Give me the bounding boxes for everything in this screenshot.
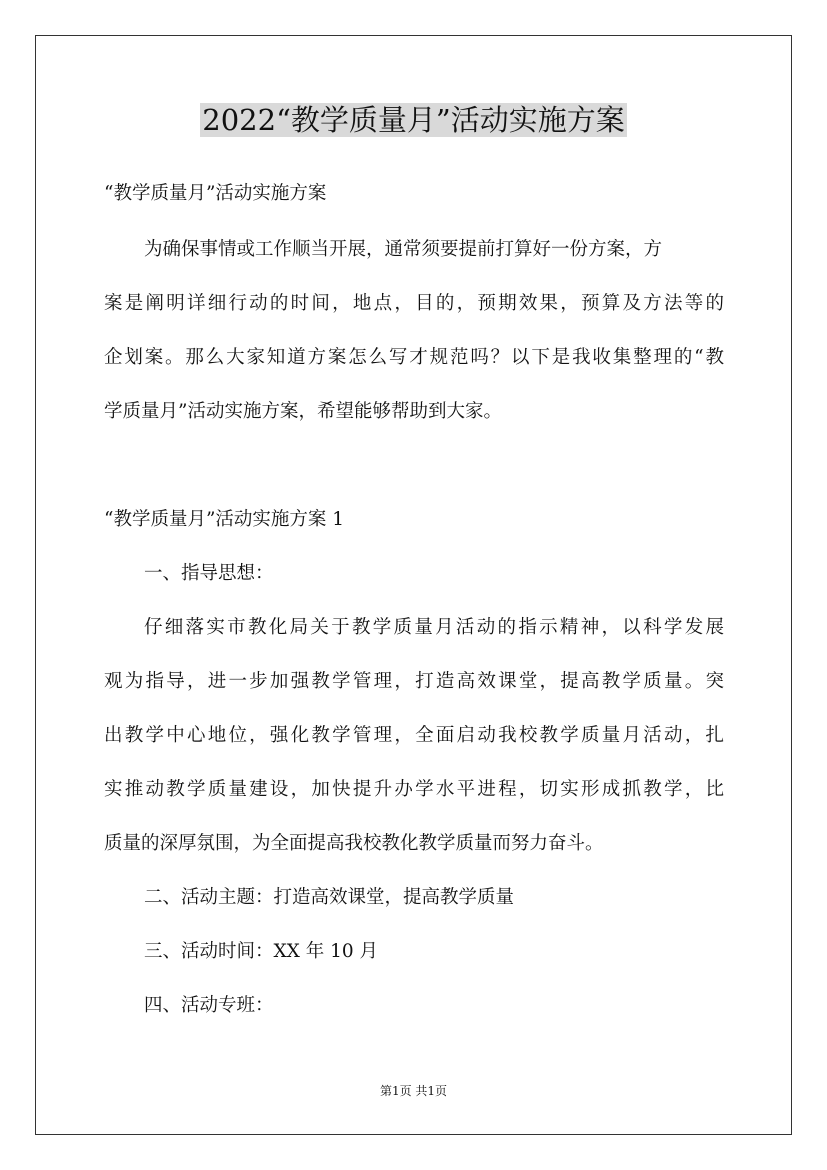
section-heading-activity-time: 三、活动时间：XX 年 10 月 — [144, 941, 379, 962]
intro-paragraph-line: 案是阐明详细行动的时间，地点，目的，预期效果，预算及方法等的 — [104, 293, 724, 314]
document-title — [0, 100, 827, 140]
intro-paragraph-line: 学质量月”活动实施方案，希望能够帮助到大家。 — [104, 401, 502, 422]
intro-paragraph-line: 为确保事情或工作顺当开展，通常须要提前打算好一份方案，方 — [144, 239, 663, 260]
document-subtitle: “教学质量月”活动实施方案 — [104, 183, 327, 204]
body-paragraph-line: 观为指导，进一步加强教学管理，打造高效课堂，提高教学质量。突 — [104, 671, 724, 692]
page-footer — [0, 1083, 827, 1099]
section-title: “教学质量月”活动实施方案 1 — [104, 509, 345, 530]
section-heading-guiding-ideology: 一、指导思想： — [144, 563, 274, 584]
body-paragraph-line: 实推动教学质量建设，加快提升办学水平进程，切实形成抓教学，比 — [104, 779, 724, 800]
body-paragraph-line: 仔细落实市教化局关于教学质量月活动的指示精神，以科学发展 — [144, 617, 724, 638]
body-paragraph-line: 质量的深厚氛围，为全面提高我校教化教学质量而努力奋斗。 — [104, 833, 604, 854]
intro-paragraph-line: 企划案。那么大家知道方案怎么写才规范吗？以下是我收集整理的“教 — [104, 347, 724, 368]
section-heading-activity-theme: 二、活动主题：打造高效课堂，提高教学质量 — [144, 887, 515, 908]
section-heading-activity-team: 四、活动专班： — [144, 995, 274, 1016]
body-paragraph-line: 出教学中心地位，强化教学管理，全面启动我校教学质量月活动，扎 — [104, 725, 724, 746]
page-number: 第1页 共1页 — [379, 1084, 448, 1098]
document-title-text: 2022“教学质量月”活动实施方案 — [202, 103, 625, 137]
